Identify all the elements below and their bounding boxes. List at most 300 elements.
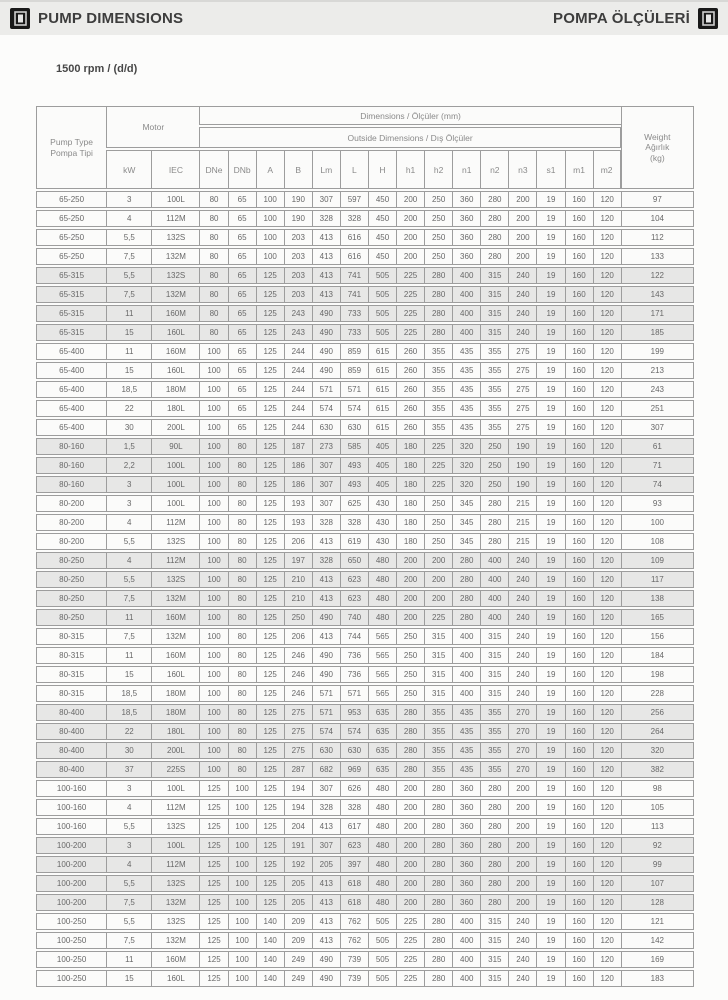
dimension-cell: 190 (508, 476, 536, 493)
dimension-cell: 240 (508, 590, 536, 607)
dimension-cell: 287 (284, 761, 312, 778)
dimension-cell: 630 (340, 742, 368, 759)
dimension-cell: 120 (593, 438, 621, 455)
dimension-cell: 413 (312, 875, 340, 892)
dimension-cell: 480 (368, 799, 396, 816)
dimension-cell: 65 (228, 400, 256, 417)
dimension-cell: 435 (452, 400, 480, 417)
dimension-cell: 7,5 (106, 248, 151, 265)
dimension-cell: 19 (536, 799, 564, 816)
dimension-cell: 5,5 (106, 533, 151, 550)
dimension-cell: 80 (228, 438, 256, 455)
dimension-cell: 315 (480, 932, 508, 949)
dimension-cell: 240 (508, 609, 536, 626)
dimension-cell: 225 (396, 324, 424, 341)
dimension-cell: 617 (340, 818, 368, 835)
weight-cell: 93 (621, 495, 694, 512)
dimension-cell: 240 (508, 951, 536, 968)
dimension-cell: 280 (480, 229, 508, 246)
dimension-cell: 859 (340, 343, 368, 360)
pump-type-cell: 100-160 (36, 818, 106, 835)
dimension-cell: 682 (312, 761, 340, 778)
dimension-cell: 160 (565, 875, 593, 892)
weight-unit-label: (kg) (650, 152, 665, 163)
dimension-cell: 120 (593, 761, 621, 778)
dimension-cell: 969 (340, 761, 368, 778)
dimension-cell: 120 (593, 704, 621, 721)
dimension-cell: 250 (396, 628, 424, 645)
dimension-cell: 112M (151, 799, 199, 816)
dimension-cell: 100 (199, 514, 227, 531)
dimension-cell: 19 (536, 666, 564, 683)
weight-cell: 142 (621, 932, 694, 949)
weight-cell: 121 (621, 913, 694, 930)
dimension-cell: 132S (151, 267, 199, 284)
pump-type-cell: 100-160 (36, 799, 106, 816)
pump-type-cell: 80-200 (36, 533, 106, 550)
dimension-cell: 315 (480, 286, 508, 303)
dimension-cell: 120 (593, 970, 621, 987)
dimension-cell: 280 (424, 951, 452, 968)
dimension-cell: 100 (199, 609, 227, 626)
dimension-cell: 273 (312, 438, 340, 455)
dimension-cell: 100 (199, 400, 227, 417)
table-row (36, 666, 694, 683)
table-row (36, 438, 694, 455)
dimension-cell: 160 (565, 514, 593, 531)
dimension-cell: 315 (480, 324, 508, 341)
dimension-cell: 125 (199, 856, 227, 873)
dimension-cell: 315 (424, 647, 452, 664)
dimension-cell: 250 (424, 229, 452, 246)
dimension-cell: 490 (312, 609, 340, 626)
dimension-cell: 160 (565, 305, 593, 322)
pump-type-cell: 80-315 (36, 666, 106, 683)
dimension-cell: 100 (199, 419, 227, 436)
dimension-cell: 120 (593, 818, 621, 835)
dimension-cell: 243 (284, 324, 312, 341)
dimension-cell: 125 (199, 932, 227, 949)
dimension-cell: 125 (256, 324, 284, 341)
dimension-cell: 250 (480, 476, 508, 493)
dimension-cell: 200 (508, 837, 536, 854)
dimension-cell: 200 (396, 780, 424, 797)
dimension-cell: 80 (228, 628, 256, 645)
dimension-cell: 100L (151, 495, 199, 512)
dimension-cell: 160 (565, 267, 593, 284)
dimension-cell: 597 (340, 191, 368, 208)
dimension-cell: 250 (424, 495, 452, 512)
dimension-cell: 160 (565, 362, 593, 379)
dimension-cell: 160M (151, 343, 199, 360)
table-row (36, 324, 694, 341)
dimension-cell: 280 (424, 970, 452, 987)
dimension-cell: 200 (508, 799, 536, 816)
dimension-cell: 275 (508, 362, 536, 379)
dimension-cell: 160 (565, 913, 593, 930)
dimension-cell: 493 (340, 476, 368, 493)
dimension-cell: 125 (256, 799, 284, 816)
dimension-cell: 574 (340, 400, 368, 417)
dimension-cell: 160 (565, 248, 593, 265)
dimension-cell: 187 (284, 438, 312, 455)
dimension-cell: 565 (368, 628, 396, 645)
dimension-cell: 260 (396, 381, 424, 398)
table-row (36, 571, 694, 588)
dimension-cell: 132M (151, 628, 199, 645)
dimension-cell: 480 (368, 571, 396, 588)
dimension-cell: 215 (508, 533, 536, 550)
dimension-cell: 37 (106, 761, 151, 778)
dimension-cell: 19 (536, 628, 564, 645)
dimension-cell: 280 (452, 590, 480, 607)
pump-type-tr-label: Pompa Tipi (50, 147, 93, 158)
dimension-cell: 120 (593, 590, 621, 607)
dimension-cell: 413 (312, 571, 340, 588)
weight-cell: 165 (621, 609, 694, 626)
dimension-cell: 100L (151, 780, 199, 797)
table-header (36, 106, 694, 189)
dimension-cell: 112M (151, 856, 199, 873)
dimension-cell: 360 (452, 799, 480, 816)
dimension-cell: 280 (424, 324, 452, 341)
dimension-cell: 280 (480, 799, 508, 816)
dimension-cell: 65 (228, 305, 256, 322)
dimension-cell: 200 (508, 780, 536, 797)
table-row (36, 894, 694, 911)
dimension-cell: 200 (396, 875, 424, 892)
dimension-cell: 80 (199, 286, 227, 303)
dimension-cell: 240 (508, 932, 536, 949)
dimension-cell: 125 (256, 723, 284, 740)
dimension-cell: 4 (106, 856, 151, 873)
dimension-cell: 80 (228, 552, 256, 569)
dimension-cell: 180 (396, 476, 424, 493)
weight-cell: 112 (621, 229, 694, 246)
dimension-cell: 180L (151, 723, 199, 740)
dimension-cell: 132M (151, 932, 199, 949)
dimension-cell: 4 (106, 210, 151, 227)
dimension-cell: 280 (480, 780, 508, 797)
dimension-cell: 250 (480, 438, 508, 455)
dimension-cell: 100 (199, 647, 227, 664)
dimension-cell: 480 (368, 837, 396, 854)
dimension-cell: 250 (424, 514, 452, 531)
dimension-cell: 160 (565, 457, 593, 474)
pump-type-cell: 100-250 (36, 913, 106, 930)
dimension-cell: 132S (151, 229, 199, 246)
dimension-cell: 250 (424, 533, 452, 550)
dimension-cell: 80 (199, 267, 227, 284)
table-row (36, 419, 694, 436)
dimension-cell: 100 (199, 533, 227, 550)
dimension-cell: 203 (284, 267, 312, 284)
dimension-cell: 260 (396, 362, 424, 379)
dimension-cell: 203 (284, 248, 312, 265)
weight-cell: 113 (621, 818, 694, 835)
dimension-cell: 19 (536, 780, 564, 797)
pump-type-cell: 100-200 (36, 856, 106, 873)
dimension-cell: 280 (480, 894, 508, 911)
dimension-cell: 400 (480, 552, 508, 569)
dimension-cell: 80 (228, 514, 256, 531)
dimension-cell: 160 (565, 704, 593, 721)
table-row (36, 780, 694, 797)
pump-type-cell: 80-400 (36, 704, 106, 721)
dimension-cell: 22 (106, 723, 151, 740)
pump-type-cell: 100-160 (36, 780, 106, 797)
dimension-cell: 435 (452, 419, 480, 436)
dimension-cell: 65 (228, 362, 256, 379)
dimension-cell: 490 (312, 305, 340, 322)
dimension-cell: 125 (199, 970, 227, 987)
dimension-cell: 619 (340, 533, 368, 550)
dimension-cell: 160M (151, 647, 199, 664)
weight-cell: 98 (621, 780, 694, 797)
dimension-cell: 19 (536, 210, 564, 227)
dimension-cell: 160 (565, 438, 593, 455)
dimension-cell: 160 (565, 780, 593, 797)
column-header-h2: h2 (424, 150, 452, 189)
dimension-cell: 360 (452, 894, 480, 911)
dimension-cell: 90L (151, 438, 199, 455)
table-row (36, 552, 694, 569)
pump-type-cell: 80-400 (36, 723, 106, 740)
dimension-cell: 225 (396, 970, 424, 987)
dimension-cell: 320 (452, 457, 480, 474)
dimension-cell: 435 (452, 723, 480, 740)
dimension-cell: 120 (593, 267, 621, 284)
dimension-cell: 623 (340, 837, 368, 854)
dimension-cell: 120 (593, 457, 621, 474)
pump-type-cell: 80-250 (36, 552, 106, 569)
dimension-cell: 120 (593, 362, 621, 379)
dimension-cell: 260 (396, 343, 424, 360)
dimension-cell: 160L (151, 970, 199, 987)
dimension-cell: 244 (284, 362, 312, 379)
dimension-cell: 80 (228, 476, 256, 493)
dimension-cell: 120 (593, 419, 621, 436)
dimension-cell: 80 (228, 761, 256, 778)
dimension-cell: 413 (312, 533, 340, 550)
dimension-cell: 160 (565, 419, 593, 436)
dimension-cell: 5,5 (106, 875, 151, 892)
dimension-cell: 505 (368, 913, 396, 930)
dimension-cell: 200 (396, 191, 424, 208)
pump-type-cell: 100-250 (36, 932, 106, 949)
dimension-cell: 18,5 (106, 381, 151, 398)
dimension-cell: 19 (536, 343, 564, 360)
dimension-cell: 125 (256, 438, 284, 455)
dimension-cell: 400 (452, 951, 480, 968)
dimension-cell: 225 (396, 267, 424, 284)
table-row (36, 628, 694, 645)
dimension-cell: 100 (228, 875, 256, 892)
dimension-cell: 125 (256, 666, 284, 683)
dimension-cell: 315 (480, 913, 508, 930)
dimension-cell: 355 (480, 742, 508, 759)
dimension-cell: 19 (536, 742, 564, 759)
dimension-cell: 100 (199, 343, 227, 360)
dimension-cell: 275 (508, 419, 536, 436)
dimension-cell: 160 (565, 590, 593, 607)
dimension-cell: 125 (256, 685, 284, 702)
dimension-cell: 200 (508, 894, 536, 911)
dimension-cell: 160 (565, 742, 593, 759)
pump-type-cell: 65-315 (36, 305, 106, 322)
dimension-cell: 571 (312, 685, 340, 702)
dimension-cell: 225S (151, 761, 199, 778)
dimension-cell: 480 (368, 609, 396, 626)
dimension-cell: 260 (396, 419, 424, 436)
dimension-cell: 160 (565, 666, 593, 683)
dimension-cell: 270 (508, 704, 536, 721)
dimension-cell: 125 (256, 267, 284, 284)
dimension-cell: 15 (106, 362, 151, 379)
dimension-cell: 30 (106, 419, 151, 436)
dimension-cell: 65 (228, 419, 256, 436)
dimension-cell: 100L (151, 457, 199, 474)
dimension-cell: 400 (480, 571, 508, 588)
dimension-cell: 450 (368, 191, 396, 208)
dimension-cell: 430 (368, 495, 396, 512)
dimension-cell: 19 (536, 818, 564, 835)
dimension-cell: 132M (151, 590, 199, 607)
page-title: PUMP DIMENSIONS (38, 10, 184, 27)
dimension-cell: 190 (284, 191, 312, 208)
dimension-cell: 250 (424, 248, 452, 265)
weight-cell: 251 (621, 400, 694, 417)
dimension-cell: 125 (199, 951, 227, 968)
dimension-cell: 315 (480, 647, 508, 664)
dimension-cell: 762 (340, 913, 368, 930)
dimension-cell: 280 (424, 799, 452, 816)
weight-cell: 74 (621, 476, 694, 493)
dimension-cell: 125 (256, 780, 284, 797)
dimension-cell: 315 (424, 685, 452, 702)
dimension-cell: 160 (565, 761, 593, 778)
dimension-cell: 5,5 (106, 818, 151, 835)
table-row (36, 191, 694, 208)
weight-cell: 133 (621, 248, 694, 265)
dimension-cell: 11 (106, 305, 151, 322)
dimension-cell: 120 (593, 913, 621, 930)
dimension-cell: 360 (452, 856, 480, 873)
dimension-cell: 112M (151, 552, 199, 569)
dimension-cell: 125 (256, 419, 284, 436)
dimension-cell: 100 (199, 438, 227, 455)
pump-type-cell: 65-250 (36, 210, 106, 227)
dimension-cell: 413 (312, 267, 340, 284)
dimension-cell: 280 (424, 780, 452, 797)
pump-type-cell: 65-400 (36, 343, 106, 360)
dimension-cell: 240 (508, 552, 536, 569)
dimension-cell: 120 (593, 552, 621, 569)
pump-type-cell: 80-200 (36, 495, 106, 512)
dimension-cell: 280 (480, 210, 508, 227)
dimension-cell: 280 (424, 818, 452, 835)
dimension-cell: 132M (151, 894, 199, 911)
dimension-cell: 100 (199, 476, 227, 493)
dimension-cell: 120 (593, 571, 621, 588)
dimension-cell: 125 (256, 476, 284, 493)
dimension-cell: 400 (452, 685, 480, 702)
dimension-cell: 505 (368, 286, 396, 303)
column-header-kW: kW (106, 150, 151, 189)
table-row (36, 590, 694, 607)
dimension-cell: 240 (508, 305, 536, 322)
dimension-cell: 19 (536, 248, 564, 265)
dimension-cell: 160 (565, 400, 593, 417)
dimension-cell: 360 (452, 210, 480, 227)
dimension-cell: 19 (536, 324, 564, 341)
dimension-cell: 741 (340, 286, 368, 303)
dimension-cell: 240 (508, 913, 536, 930)
dimension-cell: 246 (284, 685, 312, 702)
dimension-cell: 120 (593, 210, 621, 227)
dimension-cell: 355 (480, 419, 508, 436)
dimension-cell: 160 (565, 818, 593, 835)
dimension-cell: 480 (368, 856, 396, 873)
dimension-cell: 100 (228, 932, 256, 949)
dimension-cell: 65 (228, 381, 256, 398)
dimension-cell: 413 (312, 229, 340, 246)
dimension-cell: 160L (151, 666, 199, 683)
dimension-cell: 120 (593, 856, 621, 873)
dimension-cell: 112M (151, 514, 199, 531)
table-row (36, 248, 694, 265)
dimension-cell: 11 (106, 647, 151, 664)
weight-cell: 99 (621, 856, 694, 873)
dimension-cell: 19 (536, 685, 564, 702)
dimension-cell: 413 (312, 818, 340, 835)
dimension-cell: 360 (452, 248, 480, 265)
dimension-cell: 125 (199, 875, 227, 892)
dimension-cell: 244 (284, 419, 312, 436)
dimension-cell: 125 (256, 818, 284, 835)
dimension-cell: 400 (452, 305, 480, 322)
dimension-cell: 400 (480, 609, 508, 626)
weight-cell: 320 (621, 742, 694, 759)
weight-cell: 108 (621, 533, 694, 550)
dimension-cell: 65 (228, 324, 256, 341)
dimension-cell: 360 (452, 780, 480, 797)
dimension-cell: 246 (284, 666, 312, 683)
dimension-cell: 413 (312, 913, 340, 930)
dimension-cell: 200 (424, 571, 452, 588)
table-row (36, 932, 694, 949)
column-header-IEC: IEC (151, 150, 199, 189)
dimension-cell: 315 (424, 666, 452, 683)
table-row (36, 400, 694, 417)
dimension-cell: 400 (452, 286, 480, 303)
dimension-cell: 190 (508, 438, 536, 455)
dimension-cell: 11 (106, 951, 151, 968)
dimension-cell: 80 (228, 495, 256, 512)
dimension-cell: 574 (312, 400, 340, 417)
outside-dimensions-header: Outside Dimensions / Dış Ölçüler (199, 127, 620, 148)
dimension-cell: 315 (480, 305, 508, 322)
dimension-cell: 200 (396, 818, 424, 835)
dimension-cell: 19 (536, 590, 564, 607)
dimension-cell: 505 (368, 267, 396, 284)
dimension-cell: 355 (480, 381, 508, 398)
weight-cell: 183 (621, 970, 694, 987)
dimension-cell: 80 (199, 229, 227, 246)
dimension-cell: 490 (312, 970, 340, 987)
dimension-cell: 225 (396, 286, 424, 303)
table-row (36, 856, 694, 873)
